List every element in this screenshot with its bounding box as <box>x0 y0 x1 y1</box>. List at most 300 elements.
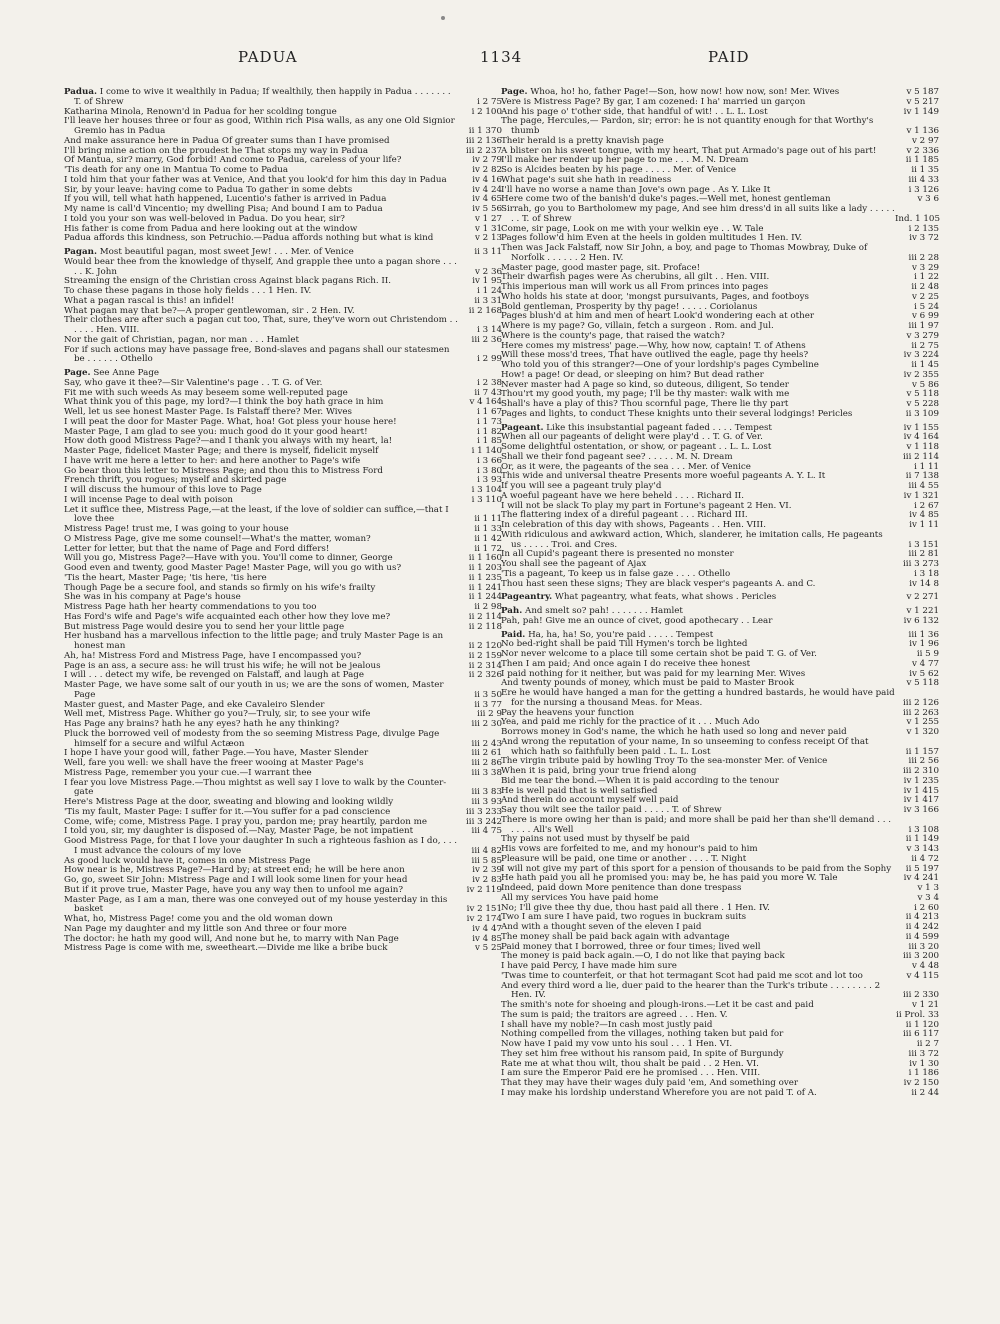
quotation: I may make his lordship understand Wherefore you are not paid T. of A. <box>501 1087 817 1098</box>
line-reference: i 1 73 <box>477 416 502 427</box>
line-reference: iv 3 166 <box>903 805 939 815</box>
headword: Paid. <box>501 629 526 640</box>
headword: Pah. <box>501 606 523 616</box>
header-left-headword: PADUA <box>238 48 298 66</box>
line-reference: iii 1 97 <box>908 321 939 331</box>
quotation: When all our pageants of delight were play'd . . T. G. of Ver. <box>501 432 763 443</box>
line-reference: iii 3 72 <box>908 1048 939 1059</box>
quotation: Here comes my mistress' page.—Why, how now, captain! T. of Athens <box>501 340 806 351</box>
quotation: And every third word a lie, duer paid to the hearer than the Turk's tribute . . . . . . . . 2 Hen. IV. <box>501 980 881 1001</box>
line-reference: v 2 13 <box>474 233 502 244</box>
line-reference: i 3 108 <box>908 824 939 835</box>
line-reference: iv 4 24 <box>472 184 502 195</box>
line-reference: iv 1 149 <box>903 106 939 117</box>
line-reference: ii 2 114 <box>468 611 502 622</box>
line-reference: i 1 22 <box>914 272 939 283</box>
line-reference: iv 2 82 <box>472 165 502 175</box>
line-reference: ii 3 31 <box>474 295 502 306</box>
line-reference: v 3 279 <box>906 330 939 341</box>
quotation: Say thou wilt see the tailor paid . . . . . T. of Shrew <box>501 805 722 815</box>
line-reference: v 2 25 <box>911 291 939 302</box>
quotation: Come, wife; come, Mistress Page. I pray you, pardon me; pray heartily, pardon me <box>64 816 427 827</box>
line-reference: i 1 11 <box>914 461 939 472</box>
quotation: This imperious man will work us all From princes into pages <box>501 282 769 292</box>
quotation: I told you, sir, my daughter is disposed of.—Nay, Master Page, be not impatient <box>64 826 414 837</box>
entry-text <box>64 944 458 954</box>
line-reference: ii 1 72 <box>474 543 502 554</box>
line-reference: iii 2 237 <box>466 145 502 156</box>
quotation: Or, as it were, the pageants of the sea . . . Mer. of Venice <box>501 461 751 472</box>
line-reference: ii 1 33 <box>474 524 502 534</box>
quotation: I will not be slack To play my part in Fortune's pageant 2 Hen. VI. <box>501 500 792 511</box>
quotation: I will not give my part of this sport for a pension of thousands to be paid from the Sophy <box>501 863 892 874</box>
entry-text <box>501 689 895 709</box>
quotation: Let it suffice thee, Mistress Page,—at the least, if the love of soldier can suffice,—that I love thee <box>64 504 449 525</box>
line-reference: ii 1 241 <box>468 582 502 593</box>
left-column <box>64 88 502 954</box>
quotation: What a pagan rascal is this! an infidel! <box>64 295 235 306</box>
entry-text <box>64 779 458 799</box>
entry-text <box>64 258 458 278</box>
quotation: I hope I have your good will, father Page.—You have, Master Slender <box>64 748 369 759</box>
line-reference: iii 4 55 <box>908 481 939 491</box>
line-reference: v 1 27 <box>474 213 502 224</box>
line-reference: v 5 118 <box>906 389 939 400</box>
line-reference: ii 2 75 <box>911 340 939 351</box>
line-reference: ii 2 120 <box>468 641 502 651</box>
line-reference: iii 2 86 <box>471 758 502 768</box>
line-reference: ii 2 44 <box>911 1087 939 1098</box>
line-reference: i 1 82 <box>477 426 502 437</box>
line-reference: ii 1 157 <box>905 746 939 757</box>
quotation: Well, let us see honest Master Page. Is Falstaff there? Mer. Wives <box>64 407 353 417</box>
quotation: Whoa, ho! ho, father Page!—Son, how now! how now, son! Mer. Wives <box>527 87 840 97</box>
concordance-entry <box>501 1089 939 1099</box>
line-reference: i 3 104 <box>471 485 502 495</box>
line-reference: i 2 99 <box>477 354 502 365</box>
quotation: Will these moss'd trees, That have outlived the eagle, page thy heels? <box>501 350 809 361</box>
quotation: The doctor: he hath my good will, And none but he, to marry with Nan Page <box>64 933 399 944</box>
line-reference: v 5 118 <box>906 678 939 689</box>
entry-text <box>501 117 895 137</box>
line-reference: iv 2 355 <box>903 369 939 380</box>
line-reference: v 1 21 <box>911 1000 939 1010</box>
line-reference: ii 2 326 <box>468 670 502 681</box>
quotation: His father is come from Padua and here looking out at the window <box>64 223 358 234</box>
quotation: Streaming the ensign of the Christian cross Against black pagans Rich. II. <box>64 276 392 287</box>
concordance-entry <box>501 738 939 758</box>
quotation: Shall we their fond pageant see? . . . . . M. N. Dream <box>501 451 733 462</box>
concordance-entry <box>64 681 502 701</box>
line-reference: iii 3 83 <box>471 787 502 798</box>
concordance-entry <box>64 117 502 137</box>
entry-text <box>64 117 458 137</box>
entry-text <box>64 896 458 916</box>
quotation: What, ho, Mistress Page! come you and the old woman down <box>64 914 333 924</box>
quotation: Their herald is a pretty knavish page <box>501 135 664 146</box>
line-reference: v 3 6 <box>917 194 939 205</box>
quotation: Master page, good master page, sit. Proface! <box>501 262 701 273</box>
quotation: All my services You have paid home <box>501 892 659 903</box>
quotation: The page, Hercules,— Pardon, sir; error: he is not quantity enough for that Worthy's thumb <box>501 116 874 136</box>
quotation: When it is paid, bring your true friend along <box>501 766 697 776</box>
line-reference: iii 2 30 <box>471 719 502 729</box>
concordance-entry <box>64 234 502 244</box>
line-reference: iv 4 47 <box>472 923 502 934</box>
quotation: What pagan may that be?—A proper gentlewoman, sir . 2 Hen. IV. <box>64 305 355 316</box>
entry-text <box>64 316 458 336</box>
line-reference: iii 4 75 <box>471 826 502 837</box>
line-reference: iii 3 20 <box>908 941 939 952</box>
quotation: The sum is paid; the traitors are agreed . . . Hen. V. <box>501 1009 728 1020</box>
quotation: Mistress Page is come with me, sweetheart.—Divide me like a bribe buck <box>64 943 388 954</box>
concordance-entry <box>64 258 502 278</box>
concordance-entry <box>64 730 502 750</box>
quotation: In all Cupid's pageant there is presented no monster <box>501 549 734 560</box>
line-reference: iii 3 38 <box>471 767 502 778</box>
concordance-entry <box>501 617 939 627</box>
line-reference: iii 2 36 <box>471 334 502 345</box>
headword: Pagan. <box>64 247 97 257</box>
concordance-entry <box>64 779 502 799</box>
line-reference: iii 3 93 <box>471 797 502 807</box>
quotation: 'Tis a pageant, To keep us in false gaze . . . . Othello <box>501 568 731 579</box>
quotation: French thrift, you rogues; myself and skirted page <box>64 475 287 486</box>
concordance-entry <box>64 837 502 857</box>
quotation: Come, sir page, Look on me with your welkin eye . . W. Tale <box>501 223 764 234</box>
line-reference: v 5 217 <box>906 96 939 107</box>
quotation: How doth good Mistress Page?—and I thank you always with my heart, la! <box>64 436 393 447</box>
entry-text <box>64 837 458 857</box>
line-reference: ii 3 50 <box>474 689 502 700</box>
line-reference: ii 2 314 <box>468 660 502 671</box>
quotation: Then was Jack Falstaff, now Sir John, a boy, and page to Thomas Mowbray, Duke of Norfolk . . . . . . 2 Hen. IV. <box>501 243 868 263</box>
quotation: I will . . . detect my wife, be revenged on Falstaff, and laugh at Page <box>64 670 365 681</box>
quotation: Master Page, fidelicet Master Page; and there is myself, fidelicit myself <box>64 446 379 456</box>
entry-text <box>64 88 458 108</box>
line-reference: i 2 67 <box>914 500 939 511</box>
quotation: Who told you of this stranger?—One of your lordship's pages Cymbeline <box>501 360 819 370</box>
quotation: Her husband has a marvellous infection to the little page; and truly Master Page is an honest man <box>64 631 444 651</box>
concordance-entry <box>64 88 502 108</box>
quotation: Shall's have a play of this? Thou scornful page, There lie thy part <box>501 399 789 409</box>
quotation: I told you your son was well-beloved in Padua. Do you hear, sir? <box>64 213 345 224</box>
line-reference: i 3 93 <box>477 475 502 486</box>
line-reference: iv 1 95 <box>472 276 502 287</box>
line-reference: ii 5 9 <box>916 649 939 659</box>
quotation: As good luck would have it, comes in one Mistress Page <box>64 855 311 866</box>
quotation: Two I am sure I have paid, two rogues in buckram suits <box>501 912 747 923</box>
line-reference: v 1 136 <box>906 126 939 136</box>
quotation: 'Tis my fault, Master Page: I suffer for it.—You suffer for a pad conscience <box>64 806 391 817</box>
line-reference: iv 1 321 <box>903 490 939 501</box>
quotation: Now have I paid my vow unto his soul . . . 1 Hen. VI. <box>501 1039 733 1049</box>
line-reference: iv 3 72 <box>909 233 939 244</box>
line-reference: iii 2 126 <box>903 697 939 708</box>
quotation: Thou'rt my good youth, my page; I'll be thy master: walk with me <box>501 389 790 400</box>
line-reference: ii 2 48 <box>911 282 939 292</box>
quotation: Good Mistress Page, for that I love your daughter In such a righteous fashion as I do, . . . I must advance the colours of my love <box>64 836 458 856</box>
line-reference: Ind. 1 105 <box>895 213 940 224</box>
quotation: This wide and universal theatre Presents more woeful pageants A. Y. L. It <box>501 471 826 482</box>
line-reference: ii 2 118 <box>468 621 502 632</box>
quotation: A woeful pageant have we here beheld . . . . Richard II. <box>501 490 745 501</box>
entry-text <box>64 730 458 750</box>
line-reference: i 1 24 <box>477 286 502 296</box>
quotation: Pay the heavens your function <box>501 707 635 718</box>
line-reference: ii 2 168 <box>468 305 502 316</box>
quotation: The flattering index of a direful pageant . . . Richard III. <box>501 510 748 521</box>
line-reference: iv 4 85 <box>909 510 939 521</box>
quotation: Nor never welcome to a place till some certain shot be paid T. G. of Ver. <box>501 649 817 659</box>
line-reference: ii 1 185 <box>905 155 939 166</box>
quotation: The smith's note for shoeing and plough-irons.—Let it be cast and paid <box>501 1000 814 1010</box>
line-reference: iii 4 82 <box>471 845 502 856</box>
line-reference: ii 7 138 <box>905 471 939 482</box>
line-reference: iv 1 11 <box>909 520 939 530</box>
quotation: Pluck the borrowed veil of modesty from the so seeming Mistress Page, divulge Page himself for a secure and wilful Actæon <box>64 728 440 749</box>
line-reference: i 3 151 <box>908 539 939 550</box>
quotation: Padua affords this kindness, son Petruchio.—Padua affords nothing but what is kind <box>64 233 434 244</box>
concordance-entry <box>501 531 939 551</box>
line-reference: v 3 143 <box>906 844 939 854</box>
line-reference: iv 14 8 <box>909 578 939 589</box>
line-reference: v 3 29 <box>911 262 939 273</box>
quotation: No bed-right shall be paid Till Hymen's torch be lighted <box>501 639 748 650</box>
quotation: O Mistress Page, give me some counsel!—What's the matter, woman? <box>64 533 371 544</box>
entry-text <box>501 593 895 603</box>
line-reference: v 4 115 <box>906 970 939 981</box>
quotation: And with a thought seven of the eleven I paid <box>501 922 702 932</box>
line-reference: v 5 86 <box>911 379 939 390</box>
line-reference: i 1 67 <box>477 407 502 417</box>
line-reference: i 3 18 <box>914 568 939 579</box>
line-reference: ii 4 599 <box>905 931 939 942</box>
concordance-entry <box>501 816 939 836</box>
line-reference: iv 4 65 <box>472 194 502 205</box>
quotation: I will peat the door for Master Page. What, hoa! Got pless your house here! <box>64 416 397 427</box>
quotation: See Anne Page <box>90 368 160 378</box>
line-reference: i 2 100 <box>471 106 502 117</box>
line-reference: v 5 25 <box>474 943 502 954</box>
concordance-entry <box>501 593 939 603</box>
quotation: Good even and twenty, good Master Page! Master Page, will you go with us? <box>64 563 402 573</box>
line-reference: iv 6 132 <box>903 615 939 626</box>
quotation: Indeed, paid down More penitence than done trespass <box>501 883 742 893</box>
line-reference: iii 3 200 <box>903 951 939 962</box>
quotation: Mistress Page hath her hearty commendations to you too <box>64 602 317 612</box>
line-reference: iv 4 164 <box>903 432 939 443</box>
quotation: Paid money that I borrowed, three or four times; lived well <box>501 941 761 952</box>
line-reference: iii 2 56 <box>908 756 939 767</box>
concordance-entry <box>64 944 502 954</box>
entry-text <box>501 816 895 836</box>
quotation: Who holds his state at door, 'mongst pursuivants, Pages, and footboys <box>501 291 809 302</box>
quotation: I shall have my noble?—In cash most justly paid <box>501 1019 713 1030</box>
quotation: 'Tis the heart, Master Page; 'tis here, 'tis here <box>64 572 267 583</box>
concordance-entry <box>64 506 502 526</box>
quotation: You shall see the pageant of Ajax <box>501 559 647 569</box>
line-reference: i 1 186 <box>908 1068 939 1079</box>
quotation: How near is he, Mistress Page?—Hard by; at street end; he will be here anon <box>64 865 405 876</box>
line-reference: iii 2 330 <box>903 990 939 1001</box>
line-reference: iv 5 56 <box>472 204 502 214</box>
entry-text <box>501 205 895 225</box>
quotation: Yea, and paid me richly for the practice of it . . . Much Ado <box>501 717 760 728</box>
quotation: Where is my page? Go, villain, fetch a surgeon . Rom. and Jul. <box>501 321 774 331</box>
quotation: That they may have their wages duly paid 'em, And something over <box>501 1078 799 1088</box>
line-reference: iv 2 151 <box>466 904 502 915</box>
quotation: I fear you love Mistress Page.—Thou mightst as well say I love to walk by the Counter-gate <box>64 777 447 798</box>
line-reference: iii 3 242 <box>466 816 502 827</box>
quotation: What pageantry, what feats, what shows . Pericles <box>552 592 777 603</box>
quotation: Though Page be a secure fool, and stands so firmly on his wife's frailty <box>64 582 376 593</box>
quotation: Like this insubstantial pageant faded . . . . Tempest <box>543 422 772 433</box>
headword: Pageant. <box>501 422 544 433</box>
quotation: Has Page any brains? hath he any eyes? hath he any thinking? <box>64 719 340 729</box>
concordance-entry <box>501 244 939 264</box>
quotation: Mistress Page! trust me, I was going to your house <box>64 524 289 534</box>
line-reference: v 1 221 <box>906 606 939 616</box>
line-reference: ii 1 149 <box>905 834 939 845</box>
line-reference: ii 1 244 <box>468 592 502 603</box>
quotation: I'll make her render up her page to me . . . M. N. Dream <box>501 155 749 166</box>
quotation: Would bear thee from the knowledge of thyself, And grapple thee unto a pagan shore . . . . . K. John <box>64 256 457 277</box>
line-reference: ii 3 11 <box>474 247 502 257</box>
quotation: I will discuss the humour of this love to Page <box>64 485 262 495</box>
quotation: Pages follow'd him Even at the heels in golden multitudes 1 Hen. IV. <box>501 233 803 244</box>
headword: Padua. <box>64 87 97 97</box>
quotation: I paid nothing for it neither, but was paid for my learning Mer. Wives <box>501 668 806 679</box>
line-reference: v 2 97 <box>911 135 939 146</box>
line-reference: i 2 60 <box>914 902 939 913</box>
line-reference: v 4 77 <box>911 658 939 669</box>
quotation: If you will, tell what hath happened, Lucentio's father is arrived in Padua <box>64 194 387 205</box>
line-reference: iii 2 136 <box>466 135 502 146</box>
quotation: Mistress Page, remember you your cue.—I warrant thee <box>64 767 312 778</box>
quotation: I come to wive it wealthily in Padua; If wealthily, then happily in Padua . . . . . . . T. of Shrew <box>74 87 451 107</box>
line-reference: iv 1 155 <box>903 422 939 433</box>
entry-text <box>64 632 458 652</box>
quotation: Here's Mistress Page at the door, sweating and blowing and looking wildly <box>64 797 394 807</box>
quotation: Well, fare you well: we shall have the freer wooing at Master Page's <box>64 758 364 768</box>
quotation: I have writ me here a letter to her: and here another to Page's wife <box>64 455 361 466</box>
quotation: Pages and lights, to conduct These knights unto their several lodgings! Pericles <box>501 408 853 419</box>
line-reference: ii 2 98 <box>474 602 502 612</box>
quotation: Their clothes are after such a pagan cut too, That, sure, they've worn out Christendom . . . . . . Hen. VIII. <box>64 315 458 335</box>
line-reference: ii 3 109 <box>905 408 939 419</box>
line-reference: i 3 80 <box>477 465 502 476</box>
quotation: There is more owing her than is paid; and more shall be paid her than she'll demand . . . . . . . All's Well <box>501 814 892 835</box>
quotation: Pah, pah! Give me an ounce of civet, good apothecary . . Lear <box>501 615 773 626</box>
quotation: Sir, by your leave: having come to Padua To gather in some debts <box>64 184 353 195</box>
page-speck <box>441 16 445 20</box>
line-reference: iv 1 30 <box>909 1058 939 1069</box>
page-header <box>88 48 912 72</box>
line-reference: i 1 140 <box>471 446 502 456</box>
quotation: Their dwarfish pages were As cherubins, all gilt . . Hen. VIII. <box>501 272 770 283</box>
entry-text <box>64 681 458 701</box>
quotation: They set him free without his ransom paid, In spite of Burgundy <box>501 1048 784 1059</box>
quotation: Pleasure will be paid, one time or another . . . . T. Night <box>501 853 747 864</box>
header-right-headword: PAID <box>708 48 750 66</box>
quotation: And make assurance here in Padua Of greater sums than I have promised <box>64 135 390 146</box>
quotation: Nothing compelled from the villages, nothing taken but paid for <box>501 1029 784 1040</box>
line-reference: ii 2 159 <box>468 650 502 661</box>
line-reference: ii 1 45 <box>911 360 939 370</box>
line-reference: v 6 99 <box>911 311 939 322</box>
concordance-entry <box>501 982 939 1002</box>
entry-text <box>501 580 895 590</box>
quotation: No; I'll give thee thy due, thou hast paid all there . 1 Hen. IV. <box>501 902 770 913</box>
line-reference: v 1 118 <box>906 442 939 452</box>
line-reference: ii 7 43 <box>474 387 502 398</box>
quotation: And wrong the reputation of your name, In so unseeming to confess receipt Of that which hath so faithfully been paid . L. L. Lost <box>501 736 869 757</box>
line-reference: ii 1 235 <box>468 572 502 583</box>
line-reference: ii 5 197 <box>905 863 939 874</box>
quotation: Bold gentleman, Prosperity by thy page! . . . . . Coriolanus <box>501 301 758 312</box>
entry-text <box>501 410 895 420</box>
quotation: A blister on his sweet tongue, with my heart, That put Armado's page out of his part! <box>501 145 877 156</box>
quotation: Some delightful ostentation, or show, or pageant . . L. L. Lost <box>501 442 772 452</box>
quotation: His vows are forfeited to me, and my honour's paid to him <box>501 844 758 854</box>
quotation: Of Mantua, sir? marry, God forbid! And come to Padua, careless of your life? <box>64 155 402 166</box>
entry-text <box>501 1089 895 1099</box>
line-reference: i 5 24 <box>914 301 939 312</box>
page-number: 1134 <box>480 48 523 66</box>
quotation: He hath paid you all he promised you: may be, he has paid you more W. Tale <box>501 873 838 884</box>
entry-text <box>501 531 895 551</box>
line-reference: v 4 164 <box>469 397 502 408</box>
line-reference: i 3 14 <box>477 325 502 335</box>
line-reference: iii 1 36 <box>908 629 939 640</box>
concordance-entry <box>64 896 502 916</box>
quotation: The virgin tribute paid by howling Troy To the sea-monster Mer. of Venice <box>501 756 828 767</box>
line-reference: ii 1 35 <box>911 165 939 175</box>
quotation: Sirrah, go you to Bartholomew my page, And see him dress'd in all suits like a lady . . . . . . . T. of Shrew <box>501 204 895 224</box>
quotation: She was in his company at Page's house <box>64 592 241 603</box>
line-reference: iv 3 224 <box>903 350 939 361</box>
line-reference: iv 2 119 <box>466 884 502 895</box>
line-reference: ii 1 42 <box>474 533 502 544</box>
quotation: Pages blush'd at him and men of heart Look'd wondering each at other <box>501 311 815 322</box>
quotation: What page's suit she hath in readiness <box>501 174 672 185</box>
line-reference: ii 3 77 <box>474 699 502 710</box>
line-reference: iii 2 114 <box>903 451 939 462</box>
quotation: Katharina Minola, Renown'd in Padua for her scolding tongue <box>64 106 337 117</box>
line-reference: ii 1 370 <box>468 126 502 136</box>
quotation: Ah, ha! Mistress Ford and Mistress Page, have I encompassed you? <box>64 650 362 661</box>
line-reference: iv 2 150 <box>903 1078 939 1088</box>
line-reference: iii 3 233 <box>466 806 502 817</box>
line-reference: iv 4 241 <box>903 873 939 884</box>
quotation: Page is an ass, a secure ass: he will trust his wife; he will not be jealous <box>64 660 381 671</box>
line-reference: iii 3 273 <box>903 559 939 569</box>
quotation: I'll have no worse a name than Jove's own page . As Y. Like It <box>501 184 771 195</box>
quotation: Ha, ha, ha! So, you're paid . . . . . Tempest <box>525 629 714 640</box>
quotation: Fit me with such weeds As may beseem some well-reputed page <box>64 387 348 398</box>
quotation: Letter for letter, but that the name of Page and Ford differs! <box>64 543 330 554</box>
quotation: Go bear thou this letter to Mistress Page; and thou this to Mistress Ford <box>64 465 383 476</box>
line-reference: ii 1 160 <box>468 553 502 564</box>
quotation: Will you go, Mistress Page?—Have with you. You'll come to dinner, George <box>64 553 393 564</box>
line-reference: v 5 228 <box>906 399 939 409</box>
entry-text <box>64 506 458 526</box>
right-column <box>501 88 939 1099</box>
quotation: 'Twas time to counterfeit, or that hot termagant Scot had paid me scot and lot too <box>501 970 863 981</box>
line-reference: iv 2 174 <box>466 914 502 924</box>
line-reference: v 2 271 <box>906 592 939 603</box>
